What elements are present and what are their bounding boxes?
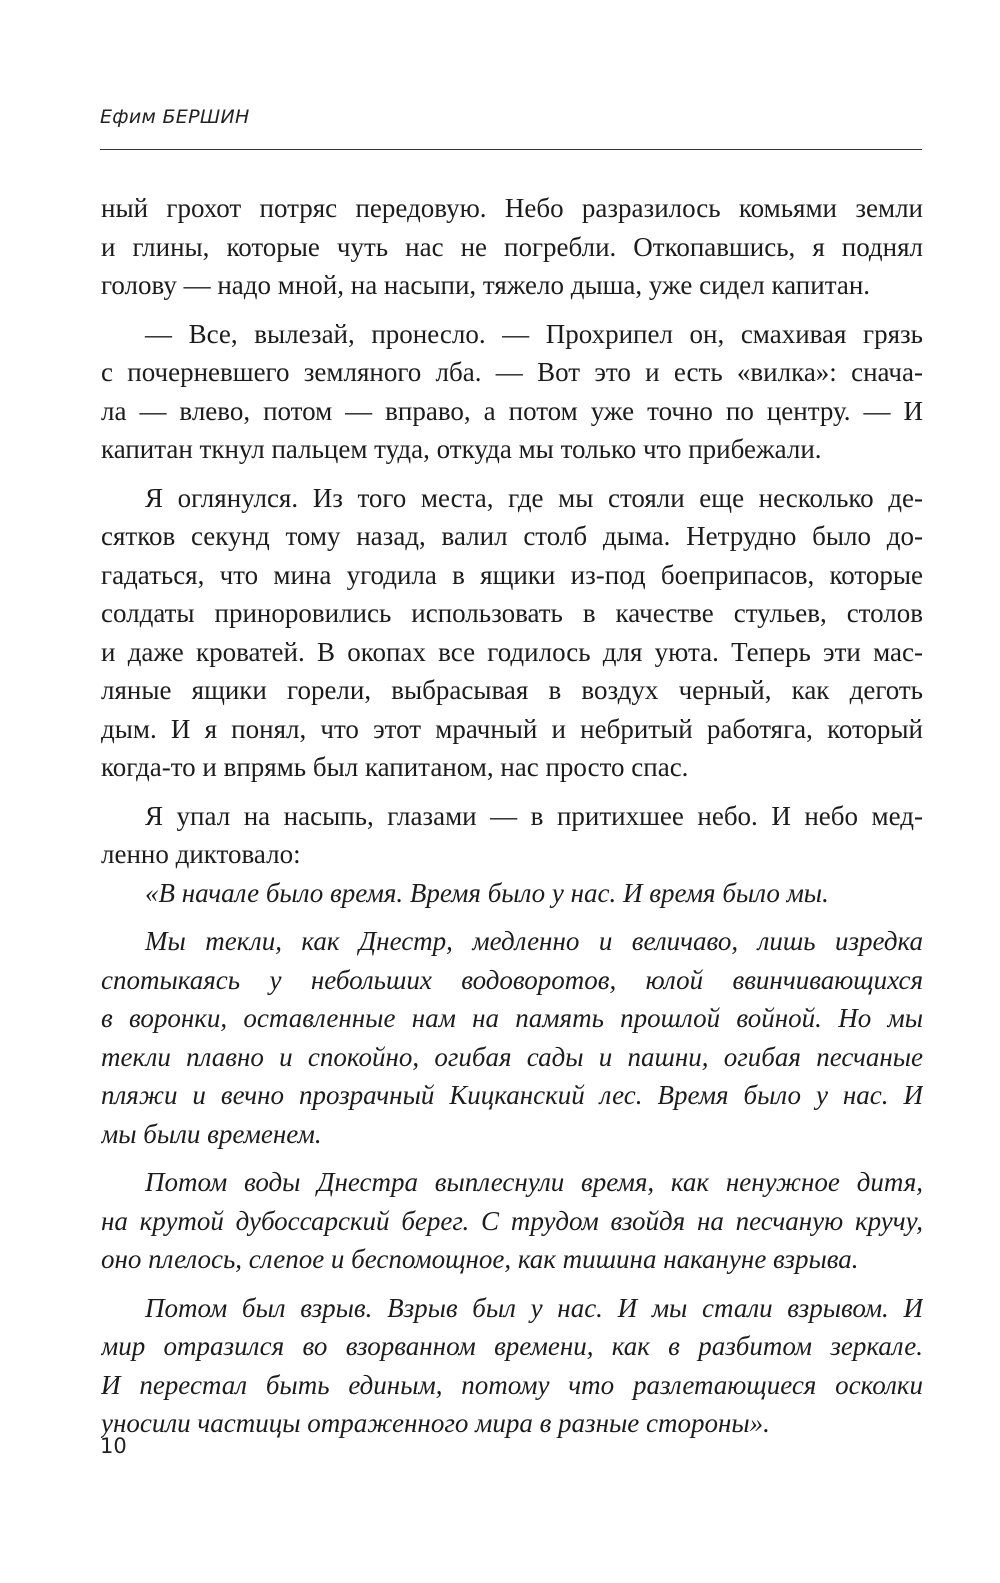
paragraph (101, 315, 923, 469)
paragraph (101, 797, 923, 874)
text-line: и даже кроватей. В окопах все годилось для уюта. Теперь эти мас- (101, 636, 923, 667)
text-line: ленно диктовало: (101, 839, 301, 869)
text-line: и глины, которые чуть нас не погребли. Откопавшись, я поднял (101, 231, 923, 262)
text-line: капитан ткнул пальцем туда, откуда мы только что прибежали. (101, 434, 822, 464)
text-line: в воронки, оставленные нам на память прошлой войной. Но мы (101, 1003, 923, 1033)
paragraph (101, 189, 923, 305)
text-line: ный грохот потряс передовую. Небо разразилось комьями земли (101, 193, 923, 223)
text-line: Потом был взрыв. Взрыв был у нас. И мы стали взрывом. И (145, 1292, 923, 1323)
text-line: гадаться, что мина угодила в ящики из-под боеприпасов, которые (101, 559, 923, 590)
paragraph (101, 479, 923, 787)
text-line: И перестал быть единым, потому что разлетающиеся осколки (101, 1369, 923, 1400)
text-line: дым. И я понял, что этот мрачный и небритый работяга, который (101, 713, 923, 744)
text-line: голову — надо мной, на насыпи, тяжело дыша, уже сидел капитан. (101, 270, 871, 300)
text-line: — Все, вылезай, пронесло. — Прохрипел он, смахивая грязь (145, 318, 923, 349)
italic-paragraph (101, 874, 923, 913)
text-line: ляные ящики горели, выбрасывая в воздух черный, как деготь (101, 675, 923, 705)
page-number: 10 (100, 1434, 127, 1458)
text-line: когда-то и впрямь был капитаном, нас просто спас. (101, 752, 689, 782)
text-line: Мы текли, как Днестр, медленно и величаво, лишь изредка (145, 926, 923, 956)
text-line: текли плавно и спокойно, огибая сады и пашни, огибая песчаные (101, 1041, 923, 1072)
text-line: мир отразился во взорванном времени, как в разбитом зеркале. (101, 1331, 923, 1361)
text-line: «В начале было время. Время было у нас. И время было мы. (145, 877, 829, 908)
text-line: спотыкаясь у небольших водоворотов, юлой ввинчивающихся (101, 964, 923, 995)
italic-paragraph (101, 922, 923, 1153)
text-line: солдаты приноровились использовать в качестве стульев, столов (101, 598, 923, 628)
text-line: на крутой дубоссарский берег. С трудом взойдя на песчаную кручу, (101, 1205, 923, 1236)
text-line: уносили частицы отраженного мира в разные стороны». (101, 1408, 770, 1438)
italic-paragraph (101, 1289, 923, 1443)
text-line: оно плелось, слепое и беспомощное, как тишина накануне взрыва. (101, 1244, 859, 1274)
header-rule (100, 149, 922, 150)
text-line: сятков секунд тому назад, валил столб дыма. Нетрудно было до- (101, 521, 923, 551)
text-line: Я упал на насыпь, глазами — в притихшее небо. И небо мед- (145, 800, 923, 831)
text-line: Я оглянулся. Из того места, где мы стояли еще несколько де- (145, 482, 923, 513)
italic-paragraph (101, 1163, 923, 1279)
running-head: Ефим БЕРШИН (100, 106, 250, 128)
text-line: ла — влево, потом — вправо, а потом уже точно по центру. — И (101, 395, 923, 426)
text-line: Потом воды Днестра выплеснули время, как ненужное дитя, (145, 1167, 923, 1197)
text-line: пляжи и вечно прозрачный Кицканский лес. Время было у нас. И (101, 1080, 923, 1110)
page-text (101, 189, 923, 1443)
text-line: с почерневшего земляного лба. — Вот это и есть «вилка»: снача- (101, 357, 923, 387)
text-line: мы были временем. (101, 1118, 322, 1149)
